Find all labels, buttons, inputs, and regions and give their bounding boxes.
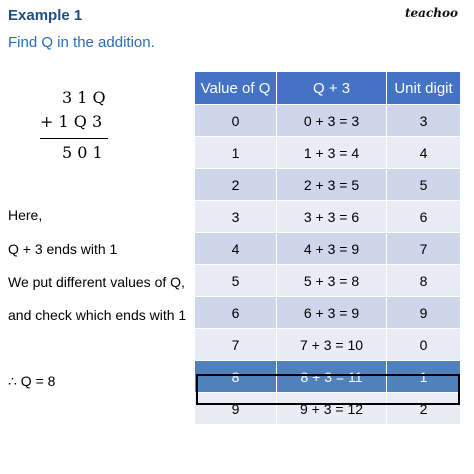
cell-value-of-q: 9 [195,393,277,425]
table-header-row [195,72,461,105]
cell-q-plus-3: 4 + 3 = 9 [277,233,387,265]
cell-q-plus-3: 6 + 3 = 9 [277,297,387,329]
problem-statement: Find Q in the addition. [8,34,155,51]
table-row [195,297,461,329]
cell-q-plus-3: 8 + 3 = 11 [277,361,387,393]
cell-value-of-q: 7 [195,329,277,361]
example-title: Example 1 [8,7,83,24]
table-row [195,201,461,233]
table-row [195,265,461,297]
table-row [195,233,461,265]
table-row [195,393,461,425]
header-unit-digit: Unit digit [387,72,461,105]
cell-q-plus-3: 5 + 3 = 8 [277,265,387,297]
cell-unit-digit: 0 [387,329,461,361]
table-row [195,361,461,393]
cell-unit-digit: 2 [387,393,461,425]
explanation-here: Here, [8,207,43,223]
cell-value-of-q: 2 [195,169,277,201]
cell-value-of-q: 3 [195,201,277,233]
cell-unit-digit: 3 [387,105,461,137]
cell-unit-digit: 6 [387,201,461,233]
table-row [195,329,461,361]
values-table [194,71,461,425]
brand-logo: teachoo [405,6,458,20]
cell-value-of-q: 5 [195,265,277,297]
cell-value-of-q: 8 [195,361,277,393]
cell-q-plus-3: 2 + 3 = 5 [277,169,387,201]
header-value-of-q: Value of Q [195,72,277,105]
cell-value-of-q: 0 [195,105,277,137]
cell-q-plus-3: 3 + 3 = 6 [277,201,387,233]
addition-divider [40,138,108,139]
cell-unit-digit: 4 [387,137,461,169]
cell-q-plus-3: 9 + 3 = 12 [277,393,387,425]
explanation-check: and check which ends with 1 [8,307,187,323]
cell-value-of-q: 1 [195,137,277,169]
cell-unit-digit: 1 [387,361,461,393]
explanation-ends-with: Q + 3 ends with 1 [8,241,118,257]
header-q-plus-3: Q + 3 [277,72,387,105]
addition-row-2: + 1 Q 3 [40,112,103,131]
addition-result: 5 0 1 [62,143,103,162]
table-row [195,169,461,201]
cell-unit-digit: 7 [387,233,461,265]
explanation-try-values: We put different values of Q, [8,274,185,290]
cell-unit-digit: 5 [387,169,461,201]
addition-row-1: 3 1 Q [62,88,106,107]
cell-unit-digit: 9 [387,297,461,329]
cell-value-of-q: 6 [195,297,277,329]
cell-unit-digit: 8 [387,265,461,297]
table-row [195,137,461,169]
cell-q-plus-3: 1 + 3 = 4 [277,137,387,169]
cell-q-plus-3: 7 + 3 = 10 [277,329,387,361]
conclusion: ∴ Q = 8 [8,373,56,389]
table-row [195,105,461,137]
cell-q-plus-3: 0 + 3 = 3 [277,105,387,137]
cell-value-of-q: 4 [195,233,277,265]
